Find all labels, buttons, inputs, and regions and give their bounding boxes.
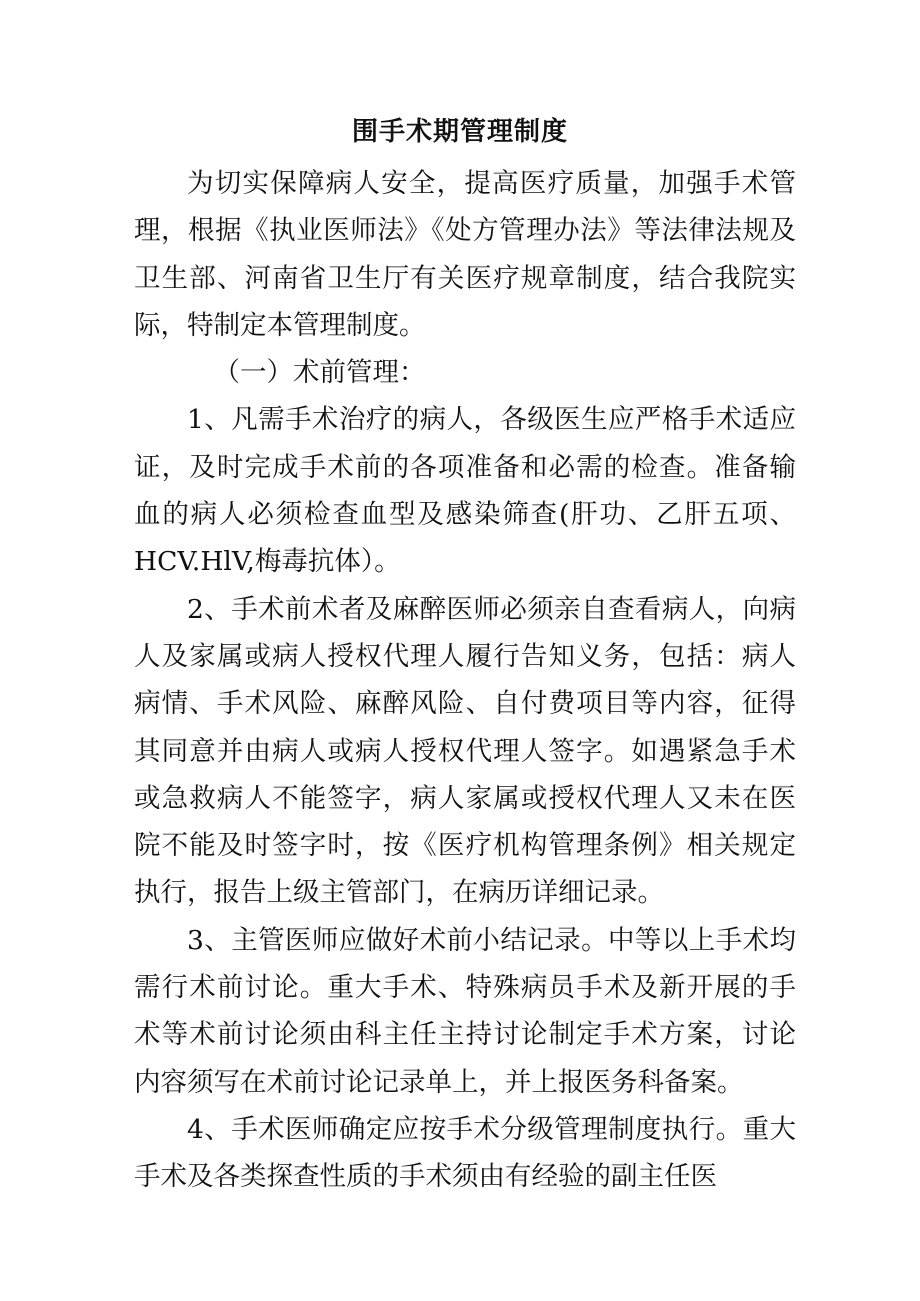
list-item: 2、手术前术者及麻醉医师必须亲自查看病人，向病人及家属或病人授权代理人履行告知义务，包括：病人病情、手术风险、麻醉风险、自付费项目等内容，征得其同意并由病人或病人授权代理人签字。如遇紧急手术或急救病人不能签字，病人家属或授权代理人又未在医院不能及时签字时，按《医疗机构管理条例》相关规定执行，报告上级主管部门，在病历详细记录。	[134, 593, 796, 909]
document-body	[134, 160, 796, 1201]
list-item: 1、凡需手术治疗的病人，各级医生应严格手术适应证，及时完成手术前的各项准备和必需的检查。准备输血的病人必须检查血型及感染筛查(肝功、乙肝五项、HCV.HlV,梅毒抗体）。	[134, 404, 796, 578]
intro-paragraph: 为切实保障病人安全，提高医疗质量，加强手术管理，根据《执业医师法》《处方管理办法》等法律法规及卫生部、河南省卫生厅有关医疗规章制度，结合我院实际，特制定本管理制度。	[134, 168, 796, 341]
document-title: 围手术期管理制度	[351, 117, 568, 147]
section-heading: （一）术前管理：	[213, 357, 426, 389]
list-item: 4、手术医师确定应按手术分级管理制度执行。重大手术及各类探查性质的手术须由有经验的副主任医	[134, 1113, 796, 1193]
list-item: 3、主管医师应做好术前小结记录。中等以上手术均需行术前讨论。重大手术、特殊病员手术及新开展的手术等术前讨论须由科主任主持讨论制定手术方案，讨论内容须写在术前讨论记录单上，并上报医务科备案。	[134, 924, 796, 1098]
